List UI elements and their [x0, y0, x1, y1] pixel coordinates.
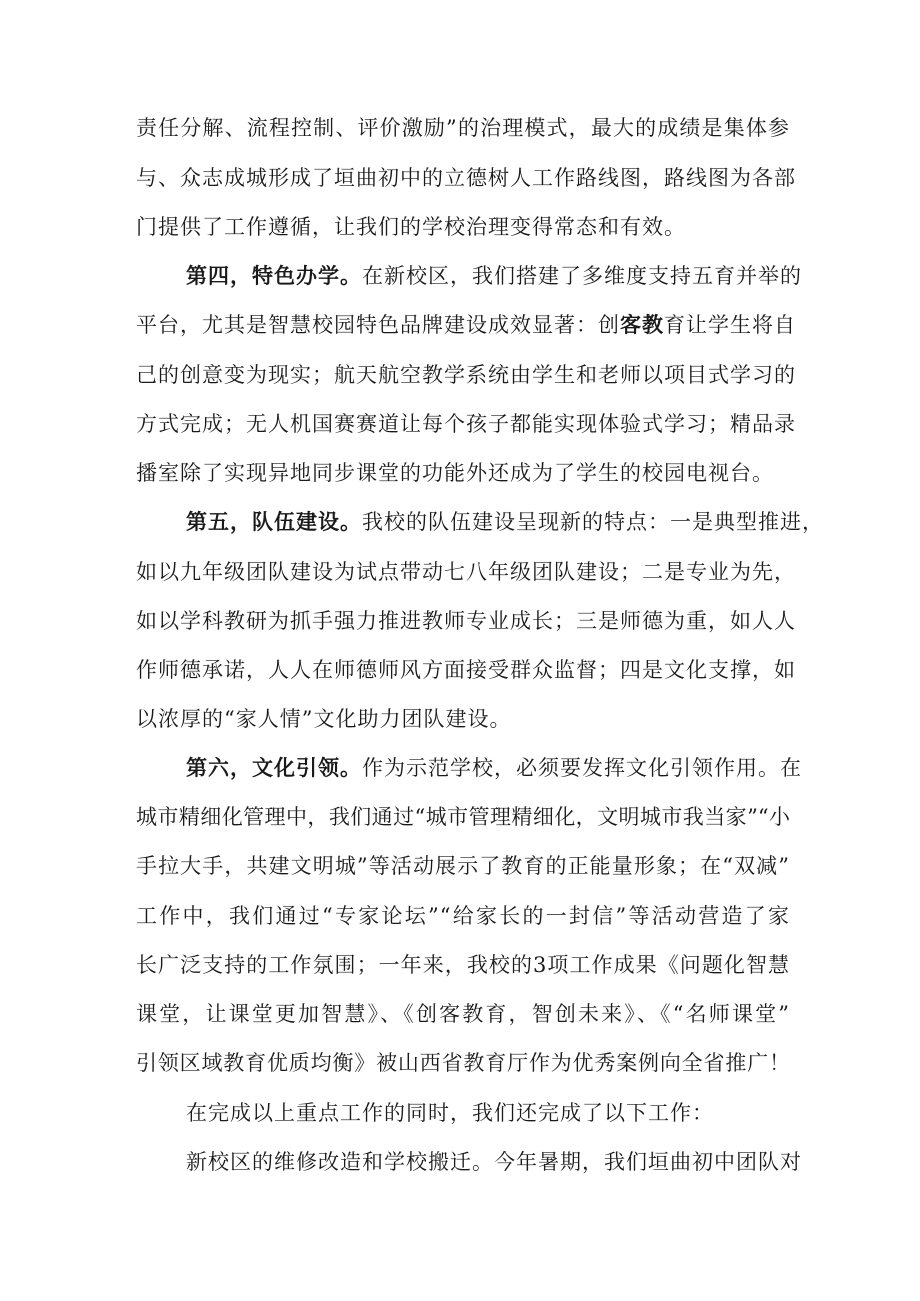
section-heading: 第五，队伍建设。 — [186, 509, 362, 534]
text-line: 己的创意变为现实；航天航空教学系统由学生和老师以项目式学习的 — [136, 363, 796, 387]
text-line: 责任分解、流程控制、评价激励”的治理模式，最大的成绩是集体参 — [136, 116, 790, 140]
text-line: 播室除了实现异地同步课堂的功能外还成为了学生的校园电视台。 — [136, 461, 774, 485]
text-line: 以浓厚的“家人情”文化助力团队建设。 — [136, 707, 512, 731]
text-line: 作师德承诺，人人在师德师风方面接受群众监督；四是文化支撑，如 — [136, 658, 796, 682]
section-heading: 第四，特色办学。 — [186, 263, 362, 288]
paragraph-first-line — [186, 262, 802, 290]
emphasis-text: 客教 — [620, 312, 664, 337]
text-span: 育让学生将自 — [664, 313, 796, 337]
text-span: 平台，尤其是智慧校园特色品牌建设成效显著：创 — [136, 313, 620, 337]
text-line: 手拉大手，共建文明城”等活动展示了教育的正能量形象；在“双减” — [136, 854, 790, 878]
text-line — [136, 311, 796, 339]
paragraph-first-line: 新校区的维修改造和学校搬迁。今年暑期，我们垣曲初中团队对 — [186, 1150, 802, 1174]
text-line: 城市精细化管理中，我们通过“城市管理精细化，文明城市我当家”“小 — [136, 805, 790, 829]
text-line: 工作中，我们通过“专家论坛”“给家长的一封信”等活动营造了家 — [136, 904, 790, 928]
text-line: 引领区域教育优质均衡》被山西省教育厅作为优秀案例向全省推广！ — [136, 1051, 790, 1075]
paragraph-first-line: 在完成以上重点工作的同时，我们还完成了以下工作： — [186, 1101, 714, 1125]
text-span: 我校的队伍建设呈现新的特点：一是典型推进， — [362, 510, 824, 534]
text-line: 门提供了工作遵循，让我们的学校治理变得常态和有效。 — [136, 215, 686, 239]
text-line: 方式完成；无人机国赛赛道让每个孩子都能实现体验式学习；精品录 — [136, 412, 796, 436]
text-span: 在新校区，我们搭建了多维度支持五育并举的 — [362, 264, 802, 288]
section-heading: 第六，文化引领。 — [186, 755, 362, 780]
text-line: 如以九年级团队建设为试点带动七八年级团队建设；二是专业为先， — [136, 560, 796, 584]
paragraph-first-line — [186, 508, 824, 536]
text-line: 如以学科教研为抓手强力推进教师专业成长；三是师德为重，如人人 — [136, 609, 796, 633]
text-span: 作为示范学校，必须要发挥文化引领作用。在 — [362, 756, 802, 780]
text-line: 课堂，让课堂更加智慧》、《创客教育，智创未来》、《“名师课堂” — [136, 1002, 790, 1026]
text-line: 长广泛支持的工作氛围；一年来，我校的3项工作成果《问题化智慧 — [136, 953, 790, 977]
paragraph-first-line — [186, 754, 802, 782]
text-line: 与、众志成城形成了垣曲初中的立德树人工作路线图，路线图为各部 — [136, 166, 796, 190]
